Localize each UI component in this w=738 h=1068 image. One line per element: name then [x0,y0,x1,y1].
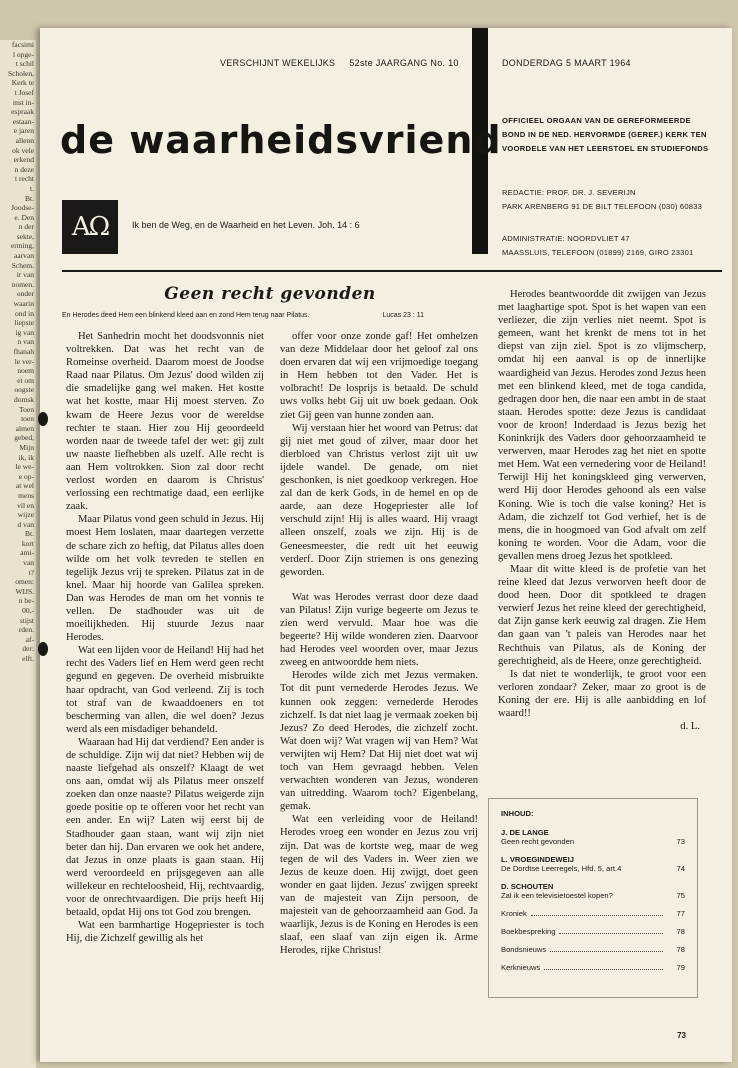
article-column-2 [280,330,478,957]
prev-page-fragment: Scholen, [7,68,34,78]
toc-page: 78 [676,945,685,954]
toc-entry [501,909,685,918]
editor-line: REDACTIE: PROF. DR. J. SEVERIJN [502,188,636,197]
author-signature: d. L. [680,721,700,733]
article-paragraph: Herodes wilde zich met Jezus vermaken. Tot dit punt vernederde Herodes Jezus. We kunnen ook zeggen: vernederde Herodes zichzelf. Is dat niet laag je vermaak zoeken bij Jezus? Zo deed Herodes, die zichzelf zocht. Wat doen wij? Wat vragen wij van Hem? Wat verwijten wij Hem? Dat Hij niet doet wat wij toch van Hem gevraagd hebben. Velen verwachten wonderen van Jezus, wonderen van uitredding. Waarom toch? Eigenbelang, gemak. [280,670,478,813]
toc-entry [501,882,685,900]
prev-page-fragment: aarvan [14,251,34,261]
prev-page-fragment: kort [21,538,34,548]
toc-author: J. DE LANGE [501,828,549,837]
prev-page-fragment: af- [25,634,34,644]
prev-page-fragment: domsk [13,394,34,404]
article-column-1 [66,330,264,945]
prev-page-fragment: omen: [15,577,34,587]
toc-title: De Dordtse Leerregels, Hfd. 5, art.4 [501,864,622,873]
scripture-reference: Lucas 23 : 11 [382,312,424,319]
admin-address-line: MAASSLUIS, TELEFOON (01899) 2169, GIRO 23301 [502,248,694,257]
article-paragraph: Wij verstaan hier het woord van Petrus: dat gij niet met goud of zilver, maar door het dierbloed van Christus verlost zijt uit uw ijdele wandel. De genade, om niet geschonken, is niet goedkoop verkregen. Hoe zal dan de kerk Gods, in de hemel en op de aarde, aan deze Hogepriester alle lof verschuld zijn! Hij is alles waard. Hij vraagt alleen onszelf, zoals we zijn. Hij is de Geneesmeester, die redt uit het eeuwig verderf. Door Zijn striemen is ons genezing geworden. [280,422,478,578]
article-paragraph: Het Sanhedrin mocht het doodsvonnis niet voltrekken. Dat was het recht van de Romeinse overheid. Daarom moest de Joodse Raad naar Pilatus. Om Jezus' dood wilden zij die smadelijke gang wel maken. Het kostte wat het kostte, maar Hij moest sterven. Zo kwam de Heere Jezus voor de wereldse rechter te staan. Hier zou Hij geoordeeld worden naar de tweede tafel der wet: gij zult uw naaste liefhebben als uzelf. Alle recht is aan Hem voltrokken. Sion zal door recht verlost worden en daarom is Christus' verlossing een rechtmatige daad, een eerlijke zaak. [66,331,264,513]
prev-page-fragment: Bt. [25,529,34,539]
toc-title: Zal ik een televisietoestel kopen? [501,891,613,900]
prev-page-fragment: rden. [18,625,34,635]
article-paragraph: Maar dit witte kleed is de profetie van het reine kleed dat Jezus verworven heeft door de dood heen. Door dit spotkleed te dragen verwierf Jezus het reine kleed der gerechtigheid, dat Zijn ganse kerk eeuwig zal dragen. Zie Hem dan gaan van 't paleis van Herodes naar het Rechthuis van Pilatus, als de Koning der gerechtigheid, als de Heere, onze gerechtigheid. [498,563,706,667]
alpha-omega-logo: AΩ [62,200,118,254]
prev-page-fragment: t recht [15,174,34,184]
toc-page: 78 [676,927,685,936]
toc-title: Kerknieuws [501,963,541,972]
administration-info [502,232,712,260]
toc-title: Boekbespreking [501,927,556,936]
publication-title: de waarheidsvriend [60,118,502,162]
prev-page-fragment: l opge- [12,49,34,59]
article-paragraph: Maar Pilatus vond geen schuld in Jezus. Hij moest Hem loslaten, maar daartegen verzette de schare zich zo heftig, dat Pilatus alles doen wilde om het volk tevreden te stellen en tegelijk Jezus vrij te spreken. Pilatus zat in de knel. Maar hij hoorde van Galilea spreken. Dan was Herodes de man om het vonnis te vellen. De stadhouder was uit de moeilijkheden. Hij stuurde Jezus naar Herodes. [66,514,264,644]
prev-page-fragment: allenn [15,135,34,145]
frequency-label: VERSCHIJNT WEKELIJKS [220,58,336,68]
prev-page-fragment: n van [17,337,34,347]
toc-leader-dots [559,933,663,934]
previous-page-edge [0,40,36,1068]
toc-page: 75 [676,891,685,900]
toc-page: 79 [676,963,685,972]
prev-page-fragment: ond in [15,308,34,318]
toc-leader-dots [550,951,663,952]
prev-page-fragment: stijst [19,615,34,625]
prev-page-fragment: n der [18,222,34,232]
prev-page-fragment: Bt. [25,193,34,203]
scripture-quote: En Herodes deed Hem een blinkend kleed aan en zond Hem terug naar Pilatus. [62,312,310,319]
article-paragraph: Herodes beantwoordde dit zwijgen van Jezus met laaghartige spot. Spot is het wapen van een verliezer, die zijn verlies niet neemt. Spot is gemeen, want het krenkt de mens tot in het diepst van zijn ziel. Spot is zo vlijmscherp, omdat hij een aanval is op de innerlijke waardigheid van Jezus. Herodes zond Jezus heen met een blinkend kleed, met de toga candida, gedragen door hen, die naar een ambt in de staat staan. Herodes spotte: deze Jezus is candidaat voor de kroon! Inderdaad is Jezus bezig het Koninkrijk des Vaders door gehoorzaamheid te verwerven, maar Herodes zag het niet en spotte met Hem. Wat een vernedering voor de Heiland! Terwijl Hij het koningskleed ging verwerven, werd Hij door Herodes gehoond als een valse Koning. Wie is toch die valse koning? Het is Adam, die zichzelf tot God verhief, het is de mens, die in hoogmoed van God afvalt om zelf koning te worden. Voor die Adam, voor die gevallen mens droeg Jezus het spotkleed. [498,289,706,562]
prev-page-fragment: WIJS. [15,586,34,596]
toc-entry [501,963,685,972]
article-subtitle [62,312,424,319]
article-paragraph: Waaraan had Hij dat verdiend? Een ander is de schuldige. Zijn wij dat niet? Hebben wij de naaste liefgehad als onszelf? Klaagt de wet ons aan, omdat wij als Pilatus meer onszelf zoeken dan onze naaste? Pilatus weigerde zijn goede positie op te offeren voor het recht van een ander. En wij? Laten wij eerst bij de Stadhouder gaan staan, want wij zijn niet beter dan hij. Dan ervaren we ook het andere, dat Jezus in onze plaats is gaan staan. Hij werd veroordeeld en prijsgegeven aan alle willekeur en rechteloosheid, Hij, rechtvaardig, voor de onrechtvaardigen. Die prijs heeft Hij betaald, opdat Hij ons tot God zou brengen. [66,736,264,919]
article-paragraph: Wat was Herodes verrast door deze daad van Pilatus! Zijn vurige begeerte om Jezus te zien werd vervuld. Maar hoe was die begeerte? Hij wilde wonderen zien. Daarvoor had Herodes veel woorden over, maar Jezus zweeg en antwoordde hem niets. [280,591,478,669]
article-title: Geen recht gevonden [164,284,376,304]
motto: Ik ben de Weg, en de Waarheid en het Leven. Joh. 14 : 6 [132,220,360,230]
toc-author: D. SCHOUTEN [501,882,554,891]
prev-page-fragment: e op- [18,471,34,481]
toc-page: 74 [676,864,685,873]
editor-address-line: PARK ARENBERG 91 DE BILT TELEFOON (030) 60833 [502,202,703,211]
prev-page-fragment: t. [30,183,34,193]
toc-page: 73 [676,837,685,846]
prev-page-fragment: elft. [22,654,34,663]
toc-entry [501,828,685,846]
prev-page-fragment: n deze [14,164,34,174]
prev-page-fragment: erming, [10,241,34,251]
prev-page-fragment: mens [18,490,34,500]
header-rule [62,270,722,272]
prev-page-fragment: n be- [18,596,34,606]
prev-page-fragment: Mijn [19,442,34,452]
prev-page-fragment: Joodse- [11,203,34,213]
prev-page-fragment: d van [17,519,34,529]
toc-title: Bondsnieuws [501,945,547,954]
prev-page-fragment: nomen. [11,279,34,289]
prev-page-fragment: t Josef [14,87,34,97]
toc-heading: INHOUD: [501,809,534,818]
prev-page-fragment: onder [16,289,34,299]
prev-page-fragment: le we- [15,462,34,472]
article-column-3 [498,288,706,733]
admin-line: ADMINISTRATIE: NOORDVLIET 47 [502,234,630,243]
prev-page-fragment: gebed, [14,433,34,443]
prev-page-fragment: ok vele [12,145,34,155]
toc-leader-dots [544,969,663,970]
prev-page-fragment: e jaren [13,126,34,136]
prev-page-fragment: toen [21,414,34,424]
prev-page-fragment: waarin [13,299,34,309]
prev-page-fragment: erkend [13,155,34,165]
prev-page-fragment: wijze [17,510,34,520]
table-of-contents [488,798,698,998]
binding-hole [38,412,48,426]
prev-page-fragment: ig van [15,327,34,337]
prev-page-fragment: le ver- [14,356,34,366]
toc-entry [501,945,685,954]
prev-page-fragment: almen [15,423,34,433]
official-organ-text: OFFICIEEL ORGAAN VAN DE GEREFORMEERDE BOND IN DE NED. HERVORMDE (GEREF.) KERK TEN VOORDELE VAN HET LEERSTOEL EN STUDIEFONDS [502,116,709,153]
page-number: 73 [677,1031,686,1040]
prev-page-fragment: sekte, [16,231,34,241]
toc-entry [501,855,685,873]
binding-hole [38,642,48,656]
toc-title: Geen recht gevonden [501,837,575,846]
prev-page-fragment: t? [28,567,34,577]
article-paragraph: offer voor onze zonde gaf! Het omhelzen van deze Middelaar door het geloof zal ons doen ervaren dat wij een vrijmoedige toegang in Hem hebben tot den Vader. Het is volbracht! De losprijs is betaald. De schuld uws volks hebt Gij uit uw boek gedaan. Ook ziet Gij geen van hunne zonden aan. [280,331,478,421]
prev-page-fragment: Schem. [11,260,34,270]
prev-page-fragment: ik, ik [18,452,34,462]
prev-page-fragment: ir van [16,270,34,280]
prev-page-fragment: Kerk te [11,78,34,88]
newspaper-page [40,28,732,1062]
issue-date: DONDERDAG 5 MAART 1964 [502,58,631,68]
prev-page-fragment: der: [22,644,34,654]
prev-page-fragment: et om [17,375,34,385]
toc-title: Kroniek [501,909,527,918]
toc-author: L. VROEGINDEWEIJ [501,855,574,864]
prev-page-fragment: t schil [15,59,34,69]
prev-page-fragment: liepste [14,318,34,328]
toc-page: 77 [676,909,685,918]
article-paragraph: Wat een barmhartige Hogepriester is toch Hij, die Zichzelf gewillig als het [66,920,264,945]
article-paragraph: Wat een lijden voor de Heiland! Hij had het recht des Vaders lief en Hem werd geen recht gegund en gegeven. De overheid misbruikte haar opdracht, van God verleend. Zij is toch tot straf van de kwaaddoeners en tot bescherming van allen, die wel doen? Jezus werd als een misdadiger behandeld. [66,645,264,735]
prev-page-fragment: oogste [14,385,34,395]
editorial-info [502,186,712,214]
prev-page-fragment: fhanah [13,347,34,356]
article-paragraph: Is dat niet te wonderlijk, te groot voor een verloren zondaar? Zeker, maar zo groot is de Koning der ere. Hij is alle aanbidding en lof waard!! [498,668,706,719]
prev-page-fragment: ami- [20,548,34,558]
prev-page-fragment: 00,- [22,606,34,616]
prev-page-fragment: van [23,558,34,568]
toc-entry [501,927,685,936]
prev-page-fragment: mst in- [12,97,34,107]
prev-page-fragment: vil en [17,500,34,510]
prev-page-fragment: Toen [19,404,34,414]
prev-page-fragment: e. Den [14,212,34,222]
article-paragraph: Wat een verleiding voor de Heiland! Herodes vroeg een wonder en Jezus zou vrij zijn. Dat was de kortste weg, maar de weg tegen de wil des Vaders in. Weer zien we Jezus de keuze doen. Hij zwijgt, doet geen wonder en gaat lijden. Jezus' zwijgen spreekt van de majesteit van Zijn persoon, de majesteit van de gehoorzaamheid aan God. Ja waarlijk, Jezus is de Koning en Herodes is een slaaf, een slaaf van zijn eigen ik. Arme Herodes, rijke Christus! [280,814,478,957]
prev-page-fragment: at wel [15,481,34,491]
prev-page-fragment: espraak [11,107,34,117]
volume-label: 52ste JAARGANG No. 10 [349,58,459,68]
prev-page-fragment: facsimi [11,40,34,49]
prev-page-fragment: estaan- [12,116,34,126]
paragraph-gap [280,579,478,591]
prev-page-fragment: noem [17,366,34,376]
toc-leader-dots [531,915,663,916]
